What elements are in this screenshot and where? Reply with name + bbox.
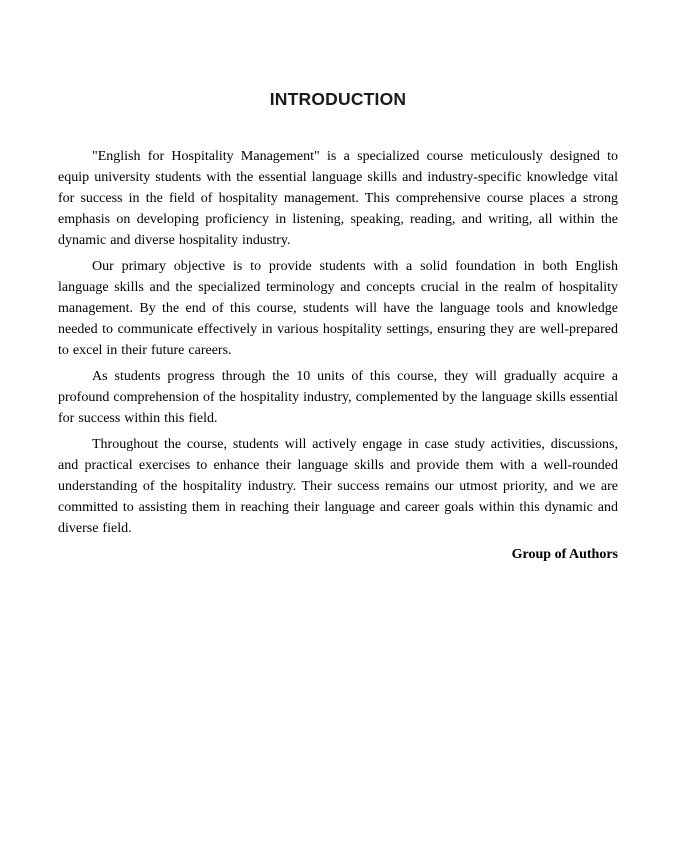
paragraph-course-overview: "English for Hospitality Management" is a specialized course meticulously designed to equip university students with the essential language skills and industry-specific knowledge vital for success in the field of hospitality management. This comprehensive course places a strong emphasis on developing proficiency in listening, speaking, reading, and writing, all within the dynamic and diverse hospitality industry. <box>58 149 618 248</box>
signature-line: Group of Authors <box>511 547 618 562</box>
paragraph-course-activities: Throughout the course, students will actively engage in case study activities, discussions, and practical exercises to enhance their language skills and provide them with a well-rounded understanding of the hospitality industry. Their success remains our utmost priority, and we are committed to assisting them in reaching their language and career goals within this dynamic and diverse field. <box>58 437 618 536</box>
paragraph-course-progress: As students progress through the 10 units of this course, they will gradually acquire a profound comprehension of the hospitality industry, complemented by the language skills essential for success within this field. <box>58 369 618 426</box>
paragraph-primary-objective: Our primary objective is to provide students with a solid foundation in both English language skills and the specialized terminology and concepts crucial in the realm of hospitality management. By the end of this course, students will have the language tools and knowledge needed to communicate effectively in various hospitality settings, ensuring they are well-prepared to excel in their future careers. <box>58 259 618 358</box>
page-title: INTRODUCTION <box>269 89 407 109</box>
